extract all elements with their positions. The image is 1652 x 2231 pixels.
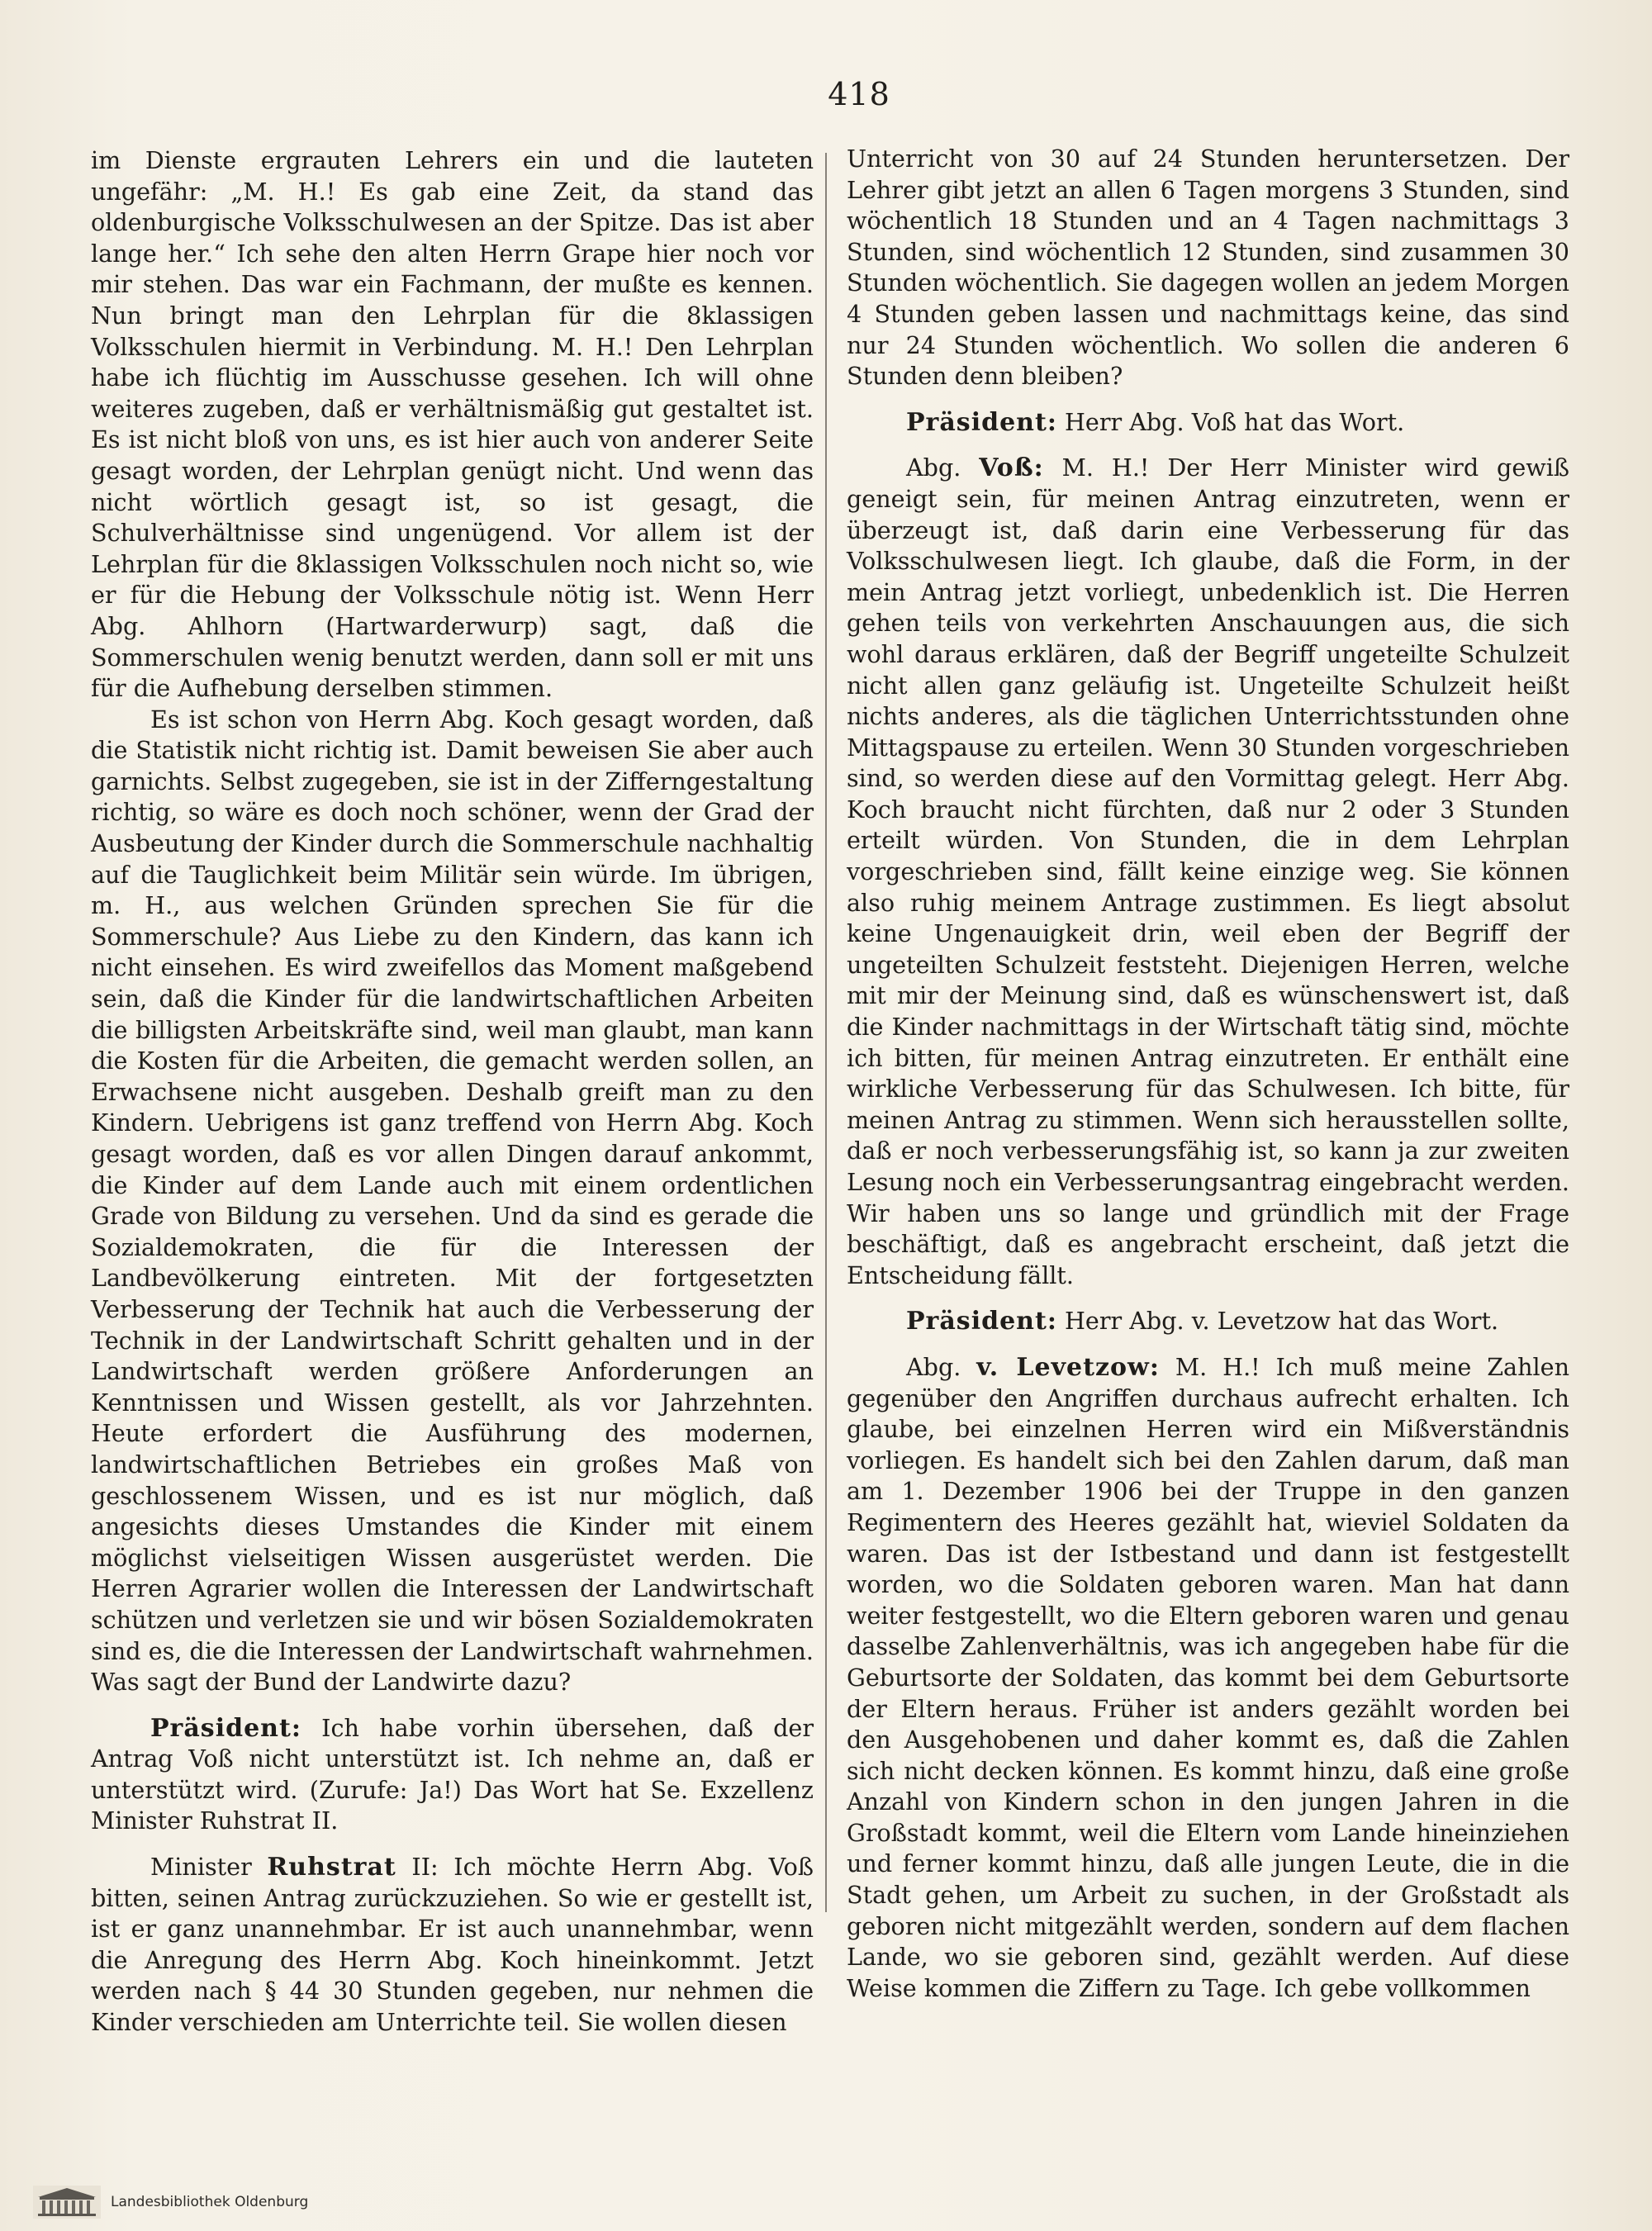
speaker-name: Ruhstrat [267,1853,396,1882]
library-building-icon [33,2186,101,2219]
column-divider [825,153,827,1912]
speech-text: Ich habe vorhin übersehen, daß der Antrag Voß nicht unterstützt ist. Ich nehme an, daß er unterstützt wird. (Zurufe: Ja!) Das Wort hat Se. Exzellenz Minister Ruhstrat II. [91,1713,814,1835]
speech-text: Herr Abg. v. Levetzow hat das Wort. [1065,1307,1499,1336]
speaker-name: Präsident: [906,1307,1057,1336]
library-name: Landesbibliothek Oldenburg [111,2194,309,2210]
right-column [847,144,1569,2004]
speech-text: II: Ich möchte Herrn Abg. Voß bitten, seinen Antrag zurückzuziehen. So wie er gestellt ist, ist er ganz unannehmbar. Er ist auch unannehmbar, wenn die Anregung des Herrn Abg. Koch hineinkommt. Jetzt werden nach § 44 30 Stunden gegeben, nur nehmen die Kinder verschieden am Unterrichte teil. Sie wollen diesen [91,1853,814,2037]
paragraph: Unterricht von 30 auf 24 Stunden heruntersetzen. Der Lehrer gibt jetzt an allen 6 Tagen morgens 3 Stunden, sind wöchentlich 18 Stunden und an 4 Tagen nachmittags 3 Stunden, sind wöchentlich 12 Stunden, sind zusammen 30 Stunden wöchentlich. Sie dagegen wollen an jedem Morgen 4 Stunden geben lassen und nachmittags keine, das sind nur 24 Stunden wöchentlich. Wo sollen die anderen 6 Stunden denn bleiben? [847,145,1569,391]
speech-paragraph [91,1713,814,1837]
speaker-prefix: Abg. [906,453,980,482]
page-number: 418 [828,76,890,112]
speech-text: M. H.! Ich muß meine Zahlen gegenüber den Angriffen durchaus aufrecht erhalten. Ich glaube, bei einzelnen Herren wird ein Mißverständnis vorliegen. Es handelt sich bei den Zahlen darum, daß man am 1. Dezember 1906 bei der Truppe in den ganzen Regimentern des Heeres gezählt hat, wieviel Soldaten da waren. Das ist der Istbestand und dann ist festgestellt worden, wo die Soldaten geboren waren. Man hat dann weiter festgestellt, wo die Eltern geboren waren und genau dasselbe Zahlenverhältnis, was ich angegeben habe für die Geburtsorte der Soldaten, das kommt bei dem Geburtsorte der Eltern heraus. Früher ist anders gezählt worden bei den Ausgehobenen und daher kommt es, daß die Zahlen sich nicht decken können. Es kommt hinzu, daß eine große Anzahl von Kindern schon in den jungen Jahren in die Großstadt kommt, weil die Eltern vom Lande hineinziehen und ferner kommt hinzu, daß alle jungen Leute, die in die Stadt gehen, um Arbeit zu suchen, in der Großstadt als geboren nicht mitgezählt werden, sondern auf dem flachen Lande, wo sie geboren sind, gezählt werden. Auf diese Weise kommen die Ziffern zu Tage. Ich gebe vollkommen [847,1352,1570,2002]
speech-paragraph [847,1306,1569,1337]
left-column [91,145,814,2039]
speech-text: M. H.! Der Herr Minister wird gewiß geneigt sein, für meinen Antrag einzutreten, wenn er überzeugt ist, daß darin eine Verbesserung für das Volksschulwesen liegt. Ich glaube, daß die Form, in der mein Antrag jetzt vorliegt, unbedenklich ist. Die Herren gehen teils von verkehrten Anschauungen aus, die sich wohl daraus erklären, daß der Begriff ungeteilte Schulzeit nicht allen ganz geläufig ist. Ungeteilte Schulzeit heißt nichts anderes, als die täglichen Unterrichtsstunden ohne Mittagspause zu erteilen. Wenn 30 Stunden vorgeschrieben sind, so werden diese auf den Vormittag gelegt. Herr Abg. Koch braucht nicht fürchten, daß nur 2 oder 3 Stunden erteilt würden. Von Stunden, die in dem Lehrplan vorgeschrieben sind, fällt keine einzige weg. Sie können also ruhig meinem Antrage zustimmen. Es liegt absolut keine Ungenauigkeit drin, weil eben der Begriff der ungeteilten Schulzeit feststeht. Diejenigen Herren, welche mit mir der Meinung sind, daß es wünschenswert ist, daß die Kinder nachmittags in der Wirtschaft tätig sind, möchte ich bitten, für meinen Antrag einzutreten. Er enthält eine wirkliche Verbesserung für das Schulwesen. Ich bitte, für meinen Antrag zu stimmen. Wenn sich herausstellen sollte, daß er noch verbesserungsfähig ist, so kann ja zur zweiten Lesung noch ein Verbesserungsantrag eingebracht werden. Wir haben uns so lange und gründlich mit der Frage beschäftigt, daß es angebracht erscheint, daß jetzt die Entscheidung fällt. [847,453,1570,1289]
speaker-name: Präsident: [150,1713,301,1743]
paragraph: im Dienste ergrauten Lehrers ein und die lauteten ungefähr: „M. H.! Es gab eine Zeit, da stand das oldenburgische Volksschulwesen an der Spitze. Das ist aber lange her.“ Ich sehe den alten Herrn Grape hier noch vor mir stehen. Das war ein Fachmann, der mußte es kennen. Nun bringt man den Lehrplan für die 8klassigen Volksschulen hiermit in Verbindung. M. H.! Den Lehrplan habe ich flüchtig im Ausschusse gesehen. Ich will ohne weiteres zugeben, daß er verhältnismäßig gut gestaltet ist. Es ist nicht bloß von uns, es ist hier auch von anderer Seite gesagt worden, der Lehrplan genügt nicht. Und wenn das nicht wörtlich gesagt ist, so ist gesagt, die Schulverhältnisse sind ungenügend. Vor allem ist der Lehrplan für die 8klassigen Volksschulen noch nicht so, wie er für die Hebung der Volksschule nötig ist. Wenn Herr Abg. Ahlhorn (Hartwarderwurp) sagt, daß die Sommerschulen wenig benutzt werden, dann soll er mit uns für die Aufhebung derselben stimmen. [91,146,814,703]
paragraph: Es ist schon von Herrn Abg. Koch gesagt worden, daß die Statistik nicht richtig ist. Damit beweisen Sie aber auch garnichts. Selbst zugegeben, sie ist in der Zifferngestaltung richtig, so wäre es doch noch schöner, wenn der Grad der Ausbeutung der Kinder durch die Sommerschule nachhaltig auf die Tauglichkeit beim Militär sein würde. Im übrigen, m. H., aus welchen Gründen sprechen Sie für die Sommerschule? Aus Liebe zu den Kindern, das kann ich nicht einsehen. Es wird zweifellos das Moment maßgebend sein, daß die Kinder für die landwirtschaftlichen Arbeiten die billigsten Arbeitskräfte sind, weil man glaubt, man kann die Kosten für die Arbeiten, die gemacht werden sollen, an Erwachsene nicht ausgeben. Deshalb greift man zu den Kindern. Uebrigens ist ganz treffend von Herrn Abg. Koch gesagt worden, daß es vor allen Dingen darauf ankommt, die Kinder auf dem Lande auch mit einem ordentlichen Grade von Bildung zu versehen. Und da sind es gerade die Sozialdemokraten, die für die Interessen der Landbevölkerung eintreten. Mit der fortgesetzten Verbesserung der Technik hat auch die Verbesserung der Technik in der Landwirtschaft Schritt gehalten und in der Landwirtschaft werden größere Anforderungen an Kenntnissen und Wissen gestellt, als vor Jahrzehnten. Heute erfordert die Ausführung des modernen, landwirtschaftlichen Betriebes ein großes Maß von geschlossenem Wissen, und es ist nur möglich, daß angesichts dieses Umstandes die Kinder mit einem möglichst vielseitigen Wissen ausgerüstet werden. Die Herren Agrarier wollen die Interessen der Landwirtschaft schützen und verletzen sie und wir bösen Sozialdemokraten sind es, die die Interessen der Landwirtschaft wahrnehmen. Was sagt der Bund der Landwirte dazu? [91,705,814,1697]
speech-paragraph [847,1352,1569,2004]
speaker-prefix: Minister [150,1853,268,1882]
speaker-prefix: Abg. [906,1352,977,1381]
speaker-name: Präsident: [906,407,1057,437]
speech-text: Herr Abg. Voß hat das Wort. [1065,407,1405,436]
speaker-name: Voß: [979,453,1044,483]
speech-paragraph [847,453,1569,1291]
speech-paragraph [847,407,1569,439]
speaker-name: v. Levetzow: [976,1352,1160,1382]
library-footer [33,2185,446,2219]
speech-paragraph [91,1852,814,2039]
